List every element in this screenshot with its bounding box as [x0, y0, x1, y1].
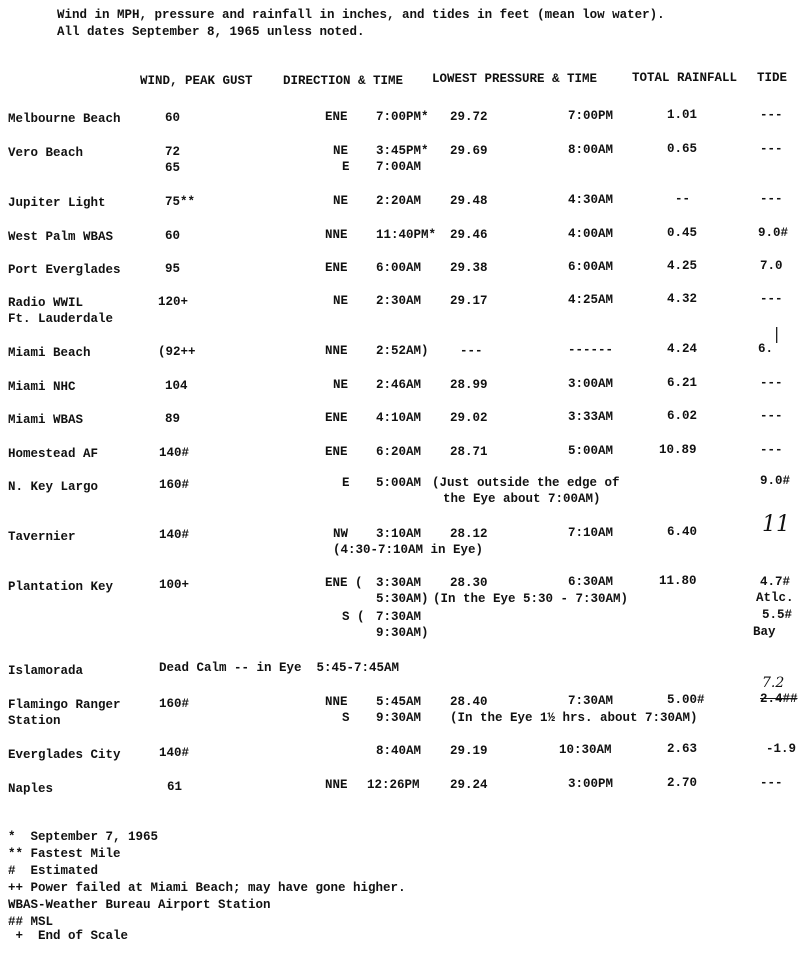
wind-value: 60 — [165, 111, 181, 125]
station-name: West Palm WBAS — [8, 230, 114, 244]
eye-note: (In the Eye 1½ hrs. about 7:30AM) — [450, 711, 698, 725]
time-value: 2:52AM) — [376, 344, 429, 358]
wind-value: 60 — [165, 229, 181, 243]
pressure-time: 6:00AM — [568, 260, 614, 274]
pressure-time: 3:33AM — [568, 410, 614, 424]
footnote: * September 7, 1965 — [8, 830, 159, 844]
direction-value: ENE — [325, 445, 348, 459]
tide-value: 9.0# — [758, 226, 789, 240]
footnote: ## MSL — [8, 915, 54, 929]
direction-value: NE — [333, 194, 349, 208]
rainfall-value: 4.32 — [667, 292, 698, 306]
time-value: 9:30AM) — [376, 626, 429, 640]
station-name: Ft. Lauderdale — [8, 312, 114, 326]
wind-value: 89 — [165, 412, 181, 426]
header-direction: DIRECTION & TIME — [283, 74, 404, 88]
rainfall-value: 11.80 — [659, 574, 697, 588]
pressure-time: 4:00AM — [568, 227, 614, 241]
direction-value: E — [342, 476, 350, 490]
time-value: 2:30AM — [376, 294, 422, 308]
wind-value: 72 — [165, 145, 181, 159]
tide-handwritten: 7.2 — [762, 675, 785, 691]
wind-value: 160# — [159, 478, 190, 492]
time-value: 5:45AM — [376, 695, 422, 709]
tide-value: --- — [760, 108, 783, 122]
pressure-time: ------ — [568, 343, 614, 357]
tide-value: 6. — [758, 342, 774, 356]
wind-value: 140# — [159, 746, 190, 760]
header-wind: WIND, PEAK GUST — [140, 74, 253, 88]
pressure-value: 29.46 — [450, 228, 488, 242]
pressure-time: 8:00AM — [568, 143, 614, 157]
time-value: 5:00AM — [376, 476, 422, 490]
handwritten-mark-icon: | — [774, 324, 780, 343]
pressure-time: 10:30AM — [559, 743, 612, 757]
rainfall-value: 6.21 — [667, 376, 698, 390]
tide-value: --- — [760, 192, 783, 206]
wind-value: 61 — [167, 780, 183, 794]
calm-note: Dead Calm -- in Eye 5:45-7:45AM — [159, 661, 400, 675]
direction-value: ENE — [325, 411, 348, 425]
direction-value: NE — [333, 378, 349, 392]
rainfall-value: 4.25 — [667, 259, 698, 273]
station-name: Miami WBAS — [8, 413, 84, 427]
pressure-value: 28.12 — [450, 527, 488, 541]
header-tide: TIDE — [757, 71, 788, 85]
rainfall-value: 6.40 — [667, 525, 698, 539]
tide-value: 4.7# — [760, 575, 791, 589]
time-value: 4:10AM — [376, 411, 422, 425]
station-name: Islamorada — [8, 664, 84, 678]
footnote: ** Fastest Mile — [8, 847, 121, 861]
footnote: WBAS-Weather Bureau Airport Station — [8, 898, 271, 912]
station-name: Station — [8, 714, 61, 728]
header-rainfall: TOTAL RAINFALL — [632, 71, 738, 85]
station-name: Tavernier — [8, 530, 76, 544]
time-value: 12:26PM — [367, 778, 420, 792]
wind-value: 120+ — [158, 295, 189, 309]
pressure-time: 3:00AM — [568, 377, 614, 391]
pressure-value: 28.71 — [450, 445, 488, 459]
station-name: N. Key Largo — [8, 480, 99, 494]
pressure-time: 7:10AM — [568, 526, 614, 540]
tide-label: Atlc. — [756, 591, 794, 605]
eye-note: the Eye about 7:00AM) — [443, 492, 601, 506]
rainfall-value: 2.63 — [667, 742, 698, 756]
station-name: Flamingo Ranger — [8, 698, 121, 712]
wind-value: 140# — [159, 446, 190, 460]
pressure-time: 4:30AM — [568, 193, 614, 207]
intro-line-1: Wind in MPH, pressure and rainfall in inches, and tides in feet (mean low water). — [57, 8, 665, 22]
rainfall-value: 0.45 — [667, 226, 698, 240]
direction-value: S ( — [342, 610, 365, 624]
tide-value: --- — [760, 776, 783, 790]
direction-value: S — [342, 711, 350, 725]
direction-value: ENE — [325, 261, 348, 275]
direction-value: NE — [333, 294, 349, 308]
tide-value: --- — [760, 376, 783, 390]
direction-value: NW — [333, 527, 349, 541]
wind-value: 160# — [159, 697, 190, 711]
rainfall-value: 0.65 — [667, 142, 698, 156]
tide-value: --- — [760, 443, 783, 457]
wind-value: 65 — [165, 161, 181, 175]
direction-value: ENE — [325, 110, 348, 124]
pressure-value: 29.02 — [450, 411, 488, 425]
pressure-value: 29.38 — [450, 261, 488, 275]
tide-value: 2.4## — [760, 692, 798, 706]
time-value: 11:40PM* — [376, 228, 437, 242]
station-name: Radio WWIL — [8, 296, 84, 310]
eye-note: (Just outside the edge of — [432, 476, 620, 490]
wind-value: 140# — [159, 528, 190, 542]
rainfall-value: 4.24 — [667, 342, 698, 356]
station-name: Port Everglades — [8, 263, 121, 277]
rainfall-value: 1.01 — [667, 108, 698, 122]
time-value: 5:30AM) — [376, 592, 429, 606]
tide-value: --- — [760, 292, 783, 306]
pressure-value: 29.24 — [450, 778, 488, 792]
wind-value: 100+ — [159, 578, 190, 592]
time-value: 3:45PM* — [376, 144, 429, 158]
time-value: 2:46AM — [376, 378, 422, 392]
tide-value: --- — [760, 142, 783, 156]
rainfall-value: 6.02 — [667, 409, 698, 423]
pressure-value: --- — [460, 344, 483, 358]
station-name: Homestead AF — [8, 447, 99, 461]
footnote: ++ Power failed at Miami Beach; may have gone higher. — [8, 881, 406, 895]
station-name: Miami NHC — [8, 380, 76, 394]
pressure-time: 7:30AM — [568, 694, 614, 708]
rainfall-value: -- — [675, 192, 691, 206]
direction-value: ENE ( — [325, 576, 363, 590]
direction-value: NNE — [325, 228, 348, 242]
pressure-value: 28.30 — [450, 576, 488, 590]
pressure-time: 5:00AM — [568, 444, 614, 458]
rainfall-value: 2.70 — [667, 776, 698, 790]
pressure-time: 6:30AM — [568, 575, 614, 589]
tide-handwritten: 11 — [762, 512, 790, 537]
eye-note: (In the Eye 5:30 - 7:30AM) — [433, 592, 629, 606]
time-value: 3:10AM — [376, 527, 422, 541]
time-value: 6:20AM — [376, 445, 422, 459]
tide-value: -1.9 — [766, 742, 797, 756]
time-value: 2:20AM — [376, 194, 422, 208]
direction-value: NNE — [325, 778, 348, 792]
tide-value: 9.0# — [760, 474, 791, 488]
time-value: 7:00PM* — [376, 110, 429, 124]
pressure-value: 29.19 — [450, 744, 488, 758]
wind-value: 104 — [165, 379, 188, 393]
footnote: + End of Scale — [8, 929, 129, 943]
direction-value: E — [342, 160, 350, 174]
pressure-value: 29.48 — [450, 194, 488, 208]
pressure-value: 29.17 — [450, 294, 488, 308]
tide-label: Bay — [753, 625, 776, 639]
pressure-time: 4:25AM — [568, 293, 614, 307]
pressure-time: 7:00PM — [568, 109, 614, 123]
station-name: Miami Beach — [8, 346, 91, 360]
station-name: Naples — [8, 782, 54, 796]
direction-value: NNE — [325, 344, 348, 358]
time-value: 9:30AM — [376, 711, 422, 725]
pressure-value: 29.72 — [450, 110, 488, 124]
wind-value: (92++ — [158, 345, 196, 359]
intro-line-2: All dates September 8, 1965 unless noted. — [57, 25, 365, 39]
wind-value: 95 — [165, 262, 181, 276]
station-name: Everglades City — [8, 748, 121, 762]
station-name: Jupiter Light — [8, 196, 106, 210]
time-value: 7:00AM — [376, 160, 422, 174]
time-value: 6:00AM — [376, 261, 422, 275]
tide-value: 5.5# — [762, 608, 793, 622]
rainfall-value: 10.89 — [659, 443, 697, 457]
station-name: Vero Beach — [8, 146, 84, 160]
time-value: 3:30AM — [376, 576, 422, 590]
direction-value: NE — [333, 144, 349, 158]
footnote: # Estimated — [8, 864, 99, 878]
rainfall-value: 5.00# — [667, 693, 705, 707]
tide-value: 7.0 — [760, 259, 783, 273]
station-name: Melbourne Beach — [8, 112, 121, 126]
pressure-value: 29.69 — [450, 144, 488, 158]
time-value: 7:30AM — [376, 610, 422, 624]
direction-value: NNE — [325, 695, 348, 709]
tide-value: --- — [760, 409, 783, 423]
wind-value: 75** — [165, 195, 196, 209]
eye-note: (4:30-7:10AM in Eye) — [333, 543, 484, 557]
header-pressure: LOWEST PRESSURE & TIME — [432, 72, 598, 86]
station-name: Plantation Key — [8, 580, 114, 594]
pressure-value: 28.99 — [450, 378, 488, 392]
pressure-time: 3:00PM — [568, 777, 614, 791]
time-value: 8:40AM — [376, 744, 422, 758]
pressure-value: 28.40 — [450, 695, 488, 709]
